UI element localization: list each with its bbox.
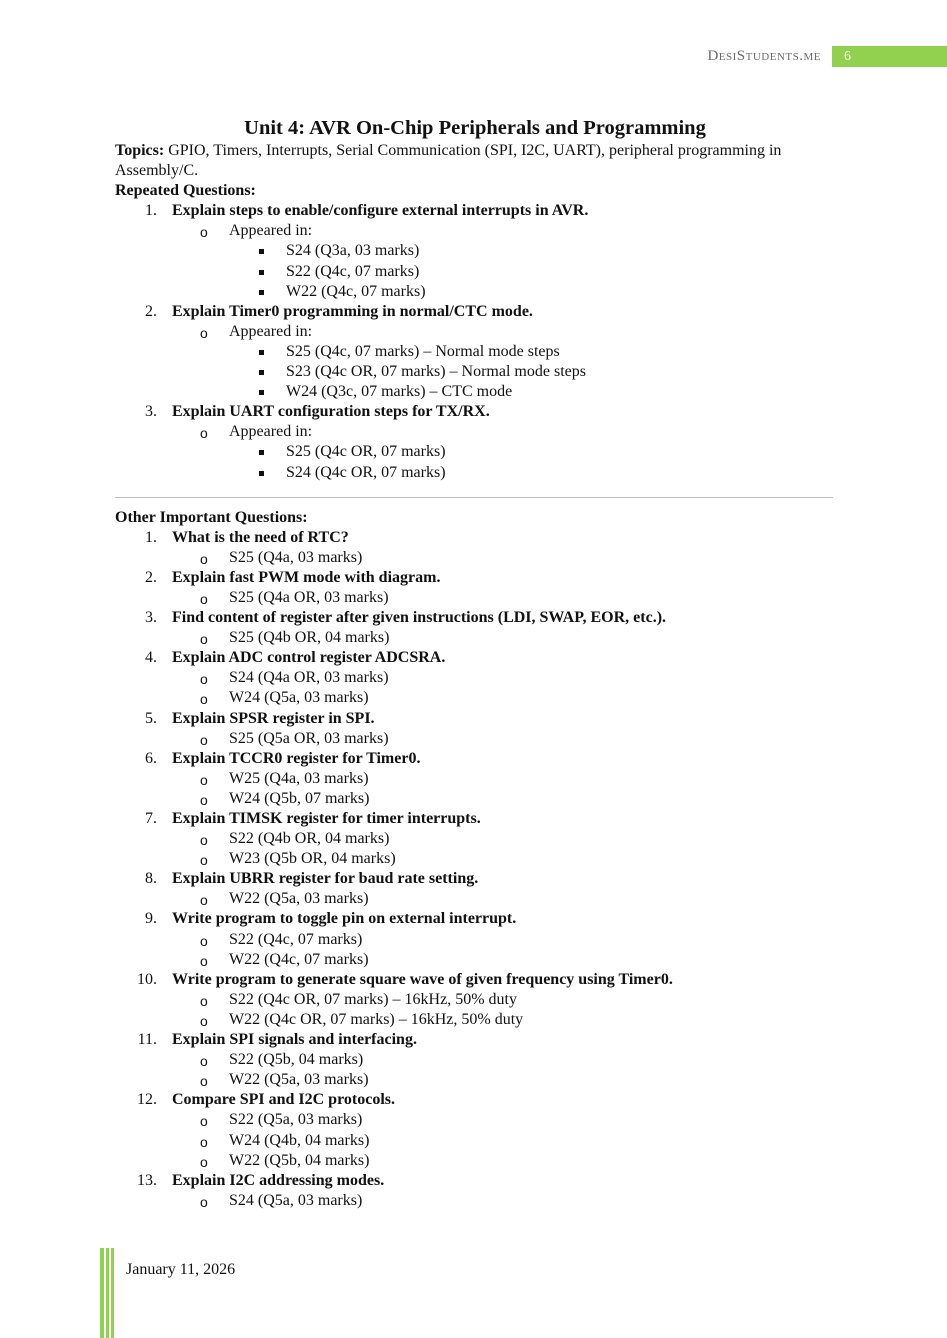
appearance-list bbox=[229, 442, 835, 482]
square-bullet-icon bbox=[259, 450, 264, 455]
appearance-list bbox=[172, 829, 835, 869]
appearance-item bbox=[172, 1010, 835, 1030]
appearance-item bbox=[229, 382, 835, 402]
question-number: 3. bbox=[145, 609, 157, 627]
question-number: 4. bbox=[145, 649, 157, 667]
question-number: 13. bbox=[137, 1171, 157, 1189]
section-divider bbox=[115, 497, 833, 498]
appeared-item bbox=[172, 322, 835, 402]
circle-bullet-icon: o bbox=[200, 852, 208, 869]
circle-bullet-icon: o bbox=[200, 832, 208, 849]
appearance-text: W22 (Q4c OR, 07 marks) – 16kHz, 50% duty bbox=[229, 1010, 524, 1028]
question-text: Explain SPSR register in SPI. bbox=[172, 709, 375, 727]
appearance-list bbox=[229, 342, 835, 402]
appearance-item bbox=[229, 241, 835, 261]
appearance-item bbox=[172, 548, 835, 568]
circle-bullet-icon: o bbox=[200, 771, 208, 788]
appearance-text: S25 (Q4b OR, 04 marks) bbox=[229, 629, 390, 647]
appearance-item bbox=[172, 1110, 835, 1130]
appearance-item bbox=[172, 1151, 835, 1171]
appearance-item bbox=[172, 729, 835, 749]
appearance-text: S23 (Q4c OR, 07 marks) – Normal mode steps bbox=[286, 363, 586, 381]
question-text: Explain I2C addressing modes. bbox=[172, 1171, 385, 1189]
question-number: 1. bbox=[145, 202, 157, 220]
question-number: 9. bbox=[145, 910, 157, 928]
circle-bullet-icon: o bbox=[200, 425, 208, 442]
appearance-item bbox=[229, 282, 835, 302]
appearance-text: W24 (Q4b, 04 marks) bbox=[229, 1131, 370, 1149]
question-number: 11. bbox=[137, 1031, 157, 1049]
footer-accent-bars bbox=[100, 1248, 116, 1338]
appeared-list bbox=[172, 422, 835, 482]
topics-label: Topics: bbox=[115, 142, 165, 159]
appearance-text: S22 (Q4c OR, 07 marks) – 16kHz, 50% duty bbox=[229, 990, 517, 1008]
question-text: Write program to generate square wave of given frequency using Timer0. bbox=[172, 970, 673, 988]
square-bullet-icon bbox=[259, 249, 264, 254]
appearance-list bbox=[172, 930, 835, 970]
appearance-text: W24 (Q3c, 07 marks) – CTC mode bbox=[286, 383, 513, 401]
question-number: 6. bbox=[145, 749, 157, 767]
topics-line bbox=[115, 141, 835, 181]
other-question bbox=[115, 568, 835, 608]
appearance-text: W22 (Q5a, 03 marks) bbox=[229, 1071, 369, 1089]
question-text: Explain fast PWM mode with diagram. bbox=[172, 568, 441, 586]
square-bullet-icon bbox=[259, 270, 264, 275]
appearance-text: S25 (Q4a, 03 marks) bbox=[229, 548, 363, 566]
header-page-number: 6 bbox=[832, 46, 947, 67]
question-text: Explain Timer0 programming in normal/CTC mode. bbox=[172, 302, 533, 320]
repeated-heading: Repeated Questions: bbox=[115, 182, 256, 200]
other-question bbox=[115, 970, 835, 1030]
other-question bbox=[115, 749, 835, 809]
question-number: 1. bbox=[145, 528, 157, 546]
appearance-text: W24 (Q5a, 03 marks) bbox=[229, 689, 369, 707]
appearance-item bbox=[172, 889, 835, 909]
appearance-list bbox=[172, 668, 835, 708]
circle-bullet-icon: o bbox=[200, 1012, 208, 1029]
appeared-item bbox=[172, 221, 835, 301]
question-text: Explain ADC control register ADCSRA. bbox=[172, 649, 446, 667]
topics-text: GPIO, Timers, Interrupts, Serial Communication (SPI, I2C, UART), peripheral programming in Assembly/C. bbox=[115, 142, 782, 180]
other-question bbox=[115, 1171, 835, 1211]
circle-bullet-icon: o bbox=[200, 1113, 208, 1130]
question-number: 2. bbox=[145, 302, 157, 320]
appeared-list bbox=[172, 322, 835, 402]
appeared-list bbox=[172, 221, 835, 301]
appearance-item bbox=[229, 442, 835, 462]
appearance-text: W22 (Q4c, 07 marks) bbox=[229, 950, 369, 968]
square-bullet-icon bbox=[259, 290, 264, 295]
appearance-item bbox=[172, 930, 835, 950]
question-text: Explain TCCR0 register for Timer0. bbox=[172, 749, 421, 767]
other-question bbox=[115, 648, 835, 708]
question-number: 10. bbox=[137, 970, 157, 988]
appearance-item bbox=[172, 950, 835, 970]
appearance-item bbox=[172, 588, 835, 608]
square-bullet-icon bbox=[259, 370, 264, 375]
appearance-text: S22 (Q4c, 07 marks) bbox=[229, 930, 363, 948]
question-text: Explain UBRR register for baud rate setting. bbox=[172, 870, 479, 888]
other-question bbox=[115, 709, 835, 749]
question-text: Write program to toggle pin on external interrupt. bbox=[172, 910, 517, 928]
repeated-questions-list bbox=[115, 201, 835, 482]
appearance-text: S22 (Q4c, 07 marks) bbox=[286, 262, 420, 280]
appeared-item bbox=[172, 422, 835, 482]
appearance-text: W25 (Q4a, 03 marks) bbox=[229, 769, 369, 787]
page-content bbox=[115, 115, 835, 1211]
other-question bbox=[115, 809, 835, 869]
circle-bullet-icon: o bbox=[200, 731, 208, 748]
appearance-item bbox=[172, 688, 835, 708]
appearance-item bbox=[172, 769, 835, 789]
appearance-list bbox=[172, 588, 835, 608]
circle-bullet-icon: o bbox=[200, 952, 208, 969]
circle-bullet-icon: o bbox=[200, 590, 208, 607]
circle-bullet-icon: o bbox=[200, 1053, 208, 1070]
appeared-label: Appeared in: bbox=[229, 322, 313, 340]
circle-bullet-icon: o bbox=[200, 631, 208, 648]
circle-bullet-icon: o bbox=[200, 992, 208, 1009]
circle-bullet-icon: o bbox=[200, 932, 208, 949]
appearance-text: W22 (Q5a, 03 marks) bbox=[229, 890, 369, 908]
other-question bbox=[115, 869, 835, 909]
appearance-item bbox=[229, 362, 835, 382]
appearance-item bbox=[172, 1191, 835, 1211]
appearance-text: W22 (Q5b, 04 marks) bbox=[229, 1151, 370, 1169]
question-text: Explain SPI signals and interfacing. bbox=[172, 1031, 417, 1049]
appearance-text: S24 (Q4a OR, 03 marks) bbox=[229, 669, 389, 687]
appearance-item bbox=[172, 1131, 835, 1151]
question-number: 5. bbox=[145, 709, 157, 727]
question-text: Explain TIMSK register for timer interrupts. bbox=[172, 810, 481, 827]
circle-bullet-icon: o bbox=[200, 1153, 208, 1170]
appearance-item bbox=[229, 463, 835, 483]
question-number: 3. bbox=[145, 403, 157, 421]
other-question bbox=[115, 1030, 835, 1090]
appearance-list bbox=[229, 241, 835, 301]
circle-bullet-icon: o bbox=[200, 892, 208, 909]
other-heading: Other Important Questions: bbox=[115, 508, 308, 526]
circle-bullet-icon: o bbox=[200, 550, 208, 567]
other-questions-list bbox=[115, 528, 835, 1211]
appearance-item bbox=[229, 262, 835, 282]
appearance-item bbox=[172, 829, 835, 849]
question-number: 2. bbox=[145, 568, 157, 586]
question-text: Explain steps to enable/configure external interrupts in AVR. bbox=[172, 202, 589, 220]
appearance-text: S25 (Q4a OR, 03 marks) bbox=[229, 588, 389, 606]
header-site-name: DesiStudents.me bbox=[707, 48, 821, 64]
appeared-label: Appeared in: bbox=[229, 222, 313, 240]
repeated-question bbox=[115, 402, 835, 482]
appearance-text: W24 (Q5b, 07 marks) bbox=[229, 789, 370, 807]
other-question bbox=[115, 909, 835, 969]
appearance-item bbox=[172, 1050, 835, 1070]
repeated-question bbox=[115, 201, 835, 301]
square-bullet-icon bbox=[259, 350, 264, 355]
appearance-text: S25 (Q5a OR, 03 marks) bbox=[229, 729, 389, 747]
appearance-text: W22 (Q4c, 07 marks) bbox=[286, 282, 426, 300]
question-text: What is the need of RTC? bbox=[172, 528, 349, 546]
other-question bbox=[115, 528, 835, 568]
appearance-list bbox=[172, 889, 835, 909]
appearance-item bbox=[172, 1070, 835, 1090]
appearance-list bbox=[172, 769, 835, 809]
appearance-list bbox=[172, 628, 835, 648]
circle-bullet-icon: o bbox=[200, 691, 208, 708]
question-number: 8. bbox=[145, 870, 157, 888]
appearance-text: S25 (Q4c, 07 marks) – Normal mode steps bbox=[286, 342, 560, 360]
appearance-text: W23 (Q5b OR, 04 marks) bbox=[229, 850, 396, 868]
appearance-text: S24 (Q5a, 03 marks) bbox=[229, 1191, 363, 1209]
appearance-item bbox=[172, 849, 835, 869]
appearance-list bbox=[172, 548, 835, 568]
question-number: 7. bbox=[145, 810, 157, 827]
appearance-text: S24 (Q3a, 03 marks) bbox=[286, 242, 420, 260]
other-question bbox=[115, 1090, 835, 1170]
appearance-item bbox=[172, 789, 835, 809]
appearance-list bbox=[172, 990, 835, 1030]
appearance-list bbox=[172, 1110, 835, 1170]
other-question bbox=[115, 608, 835, 648]
appearance-item bbox=[172, 990, 835, 1010]
circle-bullet-icon: o bbox=[200, 791, 208, 808]
square-bullet-icon bbox=[259, 471, 264, 476]
circle-bullet-icon: o bbox=[200, 324, 208, 341]
question-text: Explain UART configuration steps for TX/RX. bbox=[172, 403, 490, 421]
appearance-text: S25 (Q4c OR, 07 marks) bbox=[286, 443, 446, 461]
question-text: Compare SPI and I2C protocols. bbox=[172, 1091, 395, 1109]
appearance-text: S22 (Q5a, 03 marks) bbox=[229, 1111, 363, 1129]
question-number: 12. bbox=[137, 1091, 157, 1109]
repeated-question bbox=[115, 302, 835, 402]
appearance-list bbox=[172, 1050, 835, 1090]
circle-bullet-icon: o bbox=[200, 1073, 208, 1090]
circle-bullet-icon: o bbox=[200, 671, 208, 688]
appeared-label: Appeared in: bbox=[229, 423, 313, 441]
appearance-item bbox=[229, 342, 835, 362]
appearance-text: S22 (Q4b OR, 04 marks) bbox=[229, 830, 390, 848]
appearance-text: S24 (Q4c OR, 07 marks) bbox=[286, 463, 446, 481]
circle-bullet-icon: o bbox=[200, 1133, 208, 1150]
square-bullet-icon bbox=[259, 390, 264, 395]
circle-bullet-icon: o bbox=[200, 1193, 208, 1210]
appearance-list bbox=[172, 1191, 835, 1211]
circle-bullet-icon: o bbox=[200, 224, 208, 241]
appearance-item bbox=[172, 668, 835, 688]
appearance-list bbox=[172, 729, 835, 749]
appearance-item bbox=[172, 628, 835, 648]
question-text: Find content of register after given instructions (LDI, SWAP, EOR, etc.). bbox=[172, 609, 667, 627]
appearance-text: S22 (Q5b, 04 marks) bbox=[229, 1051, 364, 1069]
page-title: Unit 4: AVR On-Chip Peripherals and Programming bbox=[244, 117, 706, 139]
footer-date: January 11, 2026 bbox=[126, 1261, 236, 1278]
